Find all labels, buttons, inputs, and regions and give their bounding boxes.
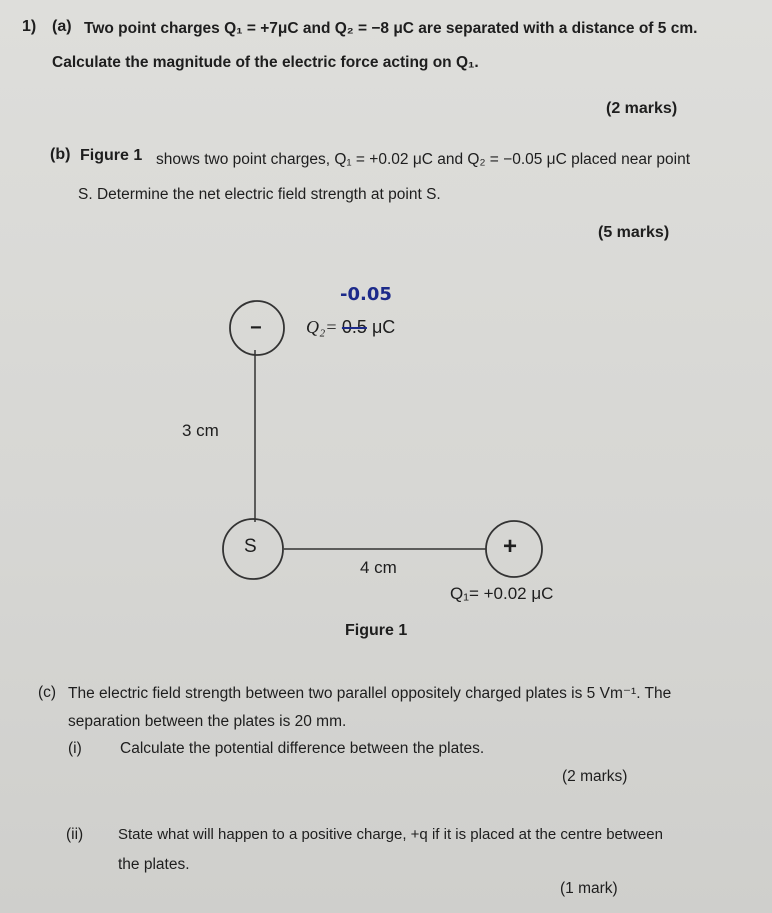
figure-reference: Figure 1 bbox=[80, 147, 143, 164]
q2-prefix: Q₂= bbox=[306, 317, 342, 337]
part-b-line1: shows two point charges, Q₁ = +0.02 μC and Q₂ = −0.05 μC placed near point bbox=[156, 151, 691, 168]
part-c-ii-line2: the plates. bbox=[118, 856, 190, 873]
part-c-i-text: Calculate the potential difference between the plates. bbox=[120, 740, 485, 757]
q2-label bbox=[306, 317, 395, 338]
part-c-ii-marks: (1 mark) bbox=[560, 880, 618, 897]
part-a-line2: Calculate the magnitude of the electric force acting on Q₁. bbox=[52, 54, 479, 71]
horizontal-distance-label: 4 cm bbox=[360, 558, 397, 577]
part-b-label: (b) bbox=[50, 146, 71, 163]
minus-sign: − bbox=[250, 317, 262, 339]
q2-struck-value: 0.5 bbox=[341, 317, 367, 337]
vertical-distance-label: 3 cm bbox=[182, 421, 219, 440]
part-c-i-marks: (2 marks) bbox=[562, 768, 628, 785]
part-a-label: (a) bbox=[52, 18, 72, 35]
part-c-label: (c) bbox=[38, 684, 57, 701]
point-s-label: S bbox=[244, 536, 257, 557]
figure-caption: Figure 1 bbox=[345, 622, 408, 639]
part-a-marks: (2 marks) bbox=[606, 100, 678, 117]
part-c-ii-label: (ii) bbox=[66, 826, 84, 843]
part-a-line1: Two point charges Q₁ = +7μC and Q₂ = −8 μC are separated with a distance of 5 cm. bbox=[84, 20, 698, 37]
part-b-line2: S. Determine the net electric field strength at point S. bbox=[78, 186, 441, 203]
part-b-marks: (5 marks) bbox=[598, 224, 670, 241]
question-number: 1) bbox=[22, 18, 37, 35]
part-c-line1: The electric field strength between two parallel oppositely charged plates is 5 Vm⁻¹. The bbox=[68, 685, 672, 702]
q2-unit: μC bbox=[366, 317, 396, 337]
handwritten-q2-value: -0.05 bbox=[340, 284, 392, 305]
q1-label: Q₁= +0.02 μC bbox=[450, 584, 554, 603]
part-c-i-label: (i) bbox=[68, 740, 82, 757]
part-c-ii-line1: State what will happen to a positive charge, +q if it is placed at the centre between bbox=[118, 826, 663, 843]
plus-sign: + bbox=[503, 533, 518, 560]
part-c-line2: separation between the plates is 20 mm. bbox=[68, 713, 347, 730]
